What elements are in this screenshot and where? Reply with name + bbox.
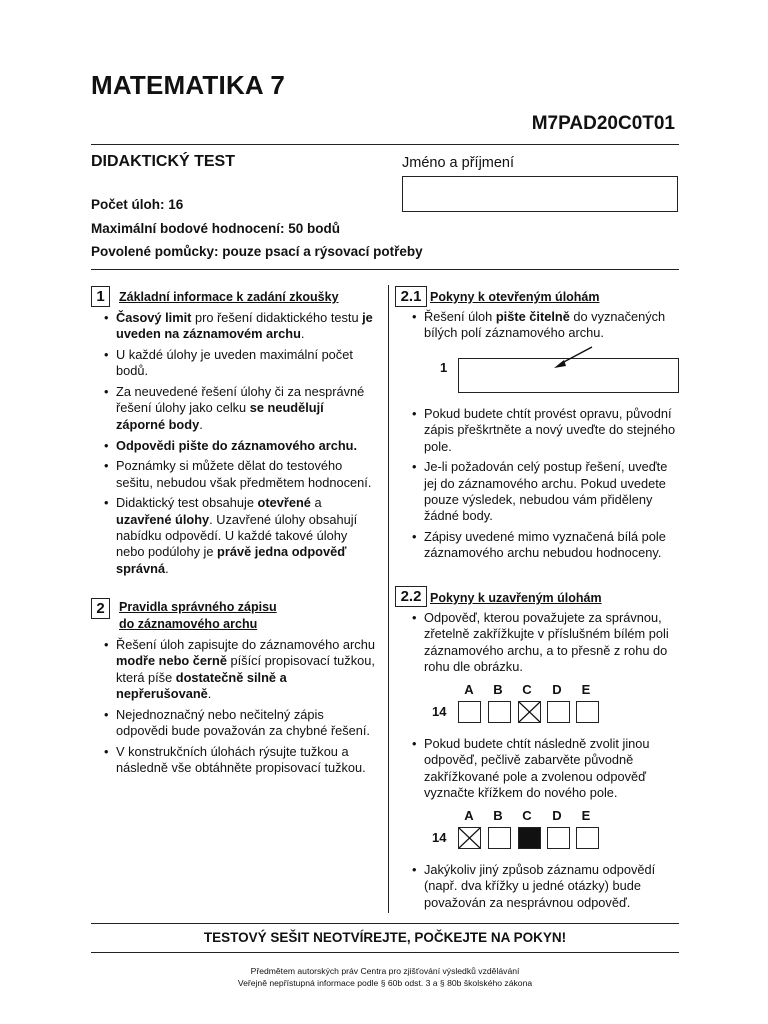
- text-segment: Odpověď, kterou považujete za správnou, zřetelně zakřížkujte v příslušném bílém poli záznamového archu, a to přesně z rohu do rohu dle obrázku.: [424, 610, 669, 674]
- section-2-1-list: [412, 406, 680, 566]
- legal-note: Veřejně nepřístupná informace podle § 60b odst. 3 a § 80b školského zákona: [237, 978, 533, 988]
- copyright-note: Předmětem autorských práv Centra pro zjišťování výsledků vzdělávání: [250, 966, 520, 976]
- section-2-list: [104, 637, 376, 781]
- allowed-tools: Povolené pomůcky: pouze psací a rýsovací potřeby: [91, 244, 423, 259]
- option-c-label: C: [522, 808, 532, 823]
- divider: [91, 952, 679, 953]
- name-label: Jméno a příjmení: [402, 155, 515, 171]
- divider: [91, 269, 679, 270]
- answer-cell-a-crossed: [458, 827, 481, 849]
- text-segment: do vyznačených bílých polí záznamového archu.: [424, 309, 666, 341]
- emphasis-text: uzavřené úlohy: [116, 511, 210, 527]
- list-item: [104, 347, 376, 380]
- text-segment: Zápisy uvedené mimo vyznačená bílá pole záznamového archu nebudou hodnoceny.: [424, 529, 666, 561]
- text-segment: Je-li požadován celý postup řešení, uveďte jej do záznamového archu. Pokud uvedete pouze výsledek, nebudou vám přiděleny žádné body.: [424, 459, 668, 524]
- test-code: M7PAD20C0T01: [531, 113, 675, 134]
- list-item: [412, 610, 680, 675]
- name-field[interactable]: [402, 176, 678, 212]
- option-b-label: B: [493, 682, 503, 697]
- section-2-title-line2: do záznamového archu: [119, 617, 258, 631]
- list-item: [104, 707, 376, 740]
- arrow-icon: [548, 344, 596, 372]
- text-segment: . Uzavřené úlohy obsahují nabídku odpovědí. U každé takové úlohy nebo podúlohy je: [116, 511, 358, 560]
- section-1-number: 1: [91, 286, 110, 307]
- text-segment: Poznámky si můžete dělat do testového sešitu, nebudou však předmětem hodnocení.: [116, 458, 372, 490]
- text-segment: Za neuvedené řešení úlohy či za nesprávné řešení úlohy jako celku: [116, 384, 365, 416]
- text-segment: V konstrukčních úlohách rýsujte tužkou a následně vše obtáhněte propisovací tužkou.: [116, 743, 366, 776]
- text-segment: Pokud budete chtít provést opravu, původní zápis přeškrtněte a nový uveďte do stejného pole.: [424, 406, 676, 454]
- answer-cell-c-filled: [518, 827, 541, 849]
- list-item: [412, 406, 680, 455]
- example-closed-number: 14: [432, 704, 447, 719]
- list-item: [104, 458, 376, 491]
- page-title: MATEMATIKA 7: [91, 70, 286, 100]
- section-1-title: Základní informace k zadání zkoušky: [119, 290, 339, 304]
- option-e-label: E: [581, 682, 591, 697]
- cross-icon: [459, 828, 480, 848]
- example-open-number: 1: [440, 360, 448, 375]
- text-segment: Jakýkoliv jiný způsob záznamu odpovědí (např. dva křížky u jedné otázky) bude považován za nesprávnou odpověď.: [424, 862, 656, 910]
- text-segment: Řešení úloh zapisujte do záznamového archu: [116, 637, 375, 652]
- option-d-label: D: [552, 682, 562, 697]
- section-2-2-second: [412, 736, 680, 806]
- text-segment: .: [207, 685, 212, 701]
- list-item: [104, 495, 376, 576]
- section-1-list: [104, 310, 376, 581]
- text-segment: U každé úlohy je uveden maximální počet bodů.: [116, 347, 353, 379]
- footer-warning: TESTOVÝ SEŠIT NEOTVÍREJTE, POČKEJTE NA POKYN!: [203, 930, 567, 945]
- text-segment: .: [199, 416, 203, 432]
- emphasis-text: se neudělují záporné body: [116, 400, 324, 432]
- section-2-2-third: [412, 862, 680, 915]
- list-item: [104, 384, 376, 433]
- section-2-2-first: [412, 610, 680, 680]
- section-2-number: 2: [91, 598, 110, 619]
- options-row-2: [458, 808, 598, 826]
- section-2-2-number: 2.2: [395, 586, 427, 607]
- text-segment: Didaktický test obsahuje: [116, 495, 258, 511]
- list-item: [412, 459, 680, 524]
- list-item: [104, 744, 376, 777]
- list-item: [104, 637, 376, 702]
- answer-cell-e: [576, 827, 599, 849]
- max-points: Maximální bodové hodnocení: 50 bodů: [91, 221, 341, 236]
- section-2-1-title: Pokyny k otevřeným úlohám: [430, 290, 600, 304]
- answer-cell-c-crossed: [518, 701, 541, 723]
- text-segment: pro řešení didaktického testu: [191, 310, 363, 325]
- option-c-label: C: [522, 682, 532, 697]
- answer-cell-b: [488, 827, 511, 849]
- column-divider: [388, 285, 389, 913]
- emphasis-text: otevřené: [257, 495, 311, 511]
- text-segment: .: [165, 560, 169, 576]
- list-item: [412, 862, 680, 911]
- option-a-label: A: [464, 808, 474, 823]
- example-closed-number: 14: [432, 830, 447, 845]
- text-segment: .: [300, 326, 305, 342]
- answer-cell-b: [488, 701, 511, 723]
- list-item: [104, 438, 376, 454]
- divider: [91, 923, 679, 924]
- text-segment: a: [310, 495, 322, 511]
- option-e-label: E: [581, 808, 591, 823]
- section-2-title-line1: Pravidla správného zápisu: [119, 600, 277, 614]
- test-subtitle: DIDAKTICKÝ TEST: [91, 153, 235, 170]
- cross-icon: [519, 702, 540, 722]
- section-2-2-title: Pokyny k uzavřeným úlohám: [430, 591, 602, 605]
- section-2-1-first: [412, 309, 680, 346]
- answer-cell-d: [547, 701, 570, 723]
- emphasis-text: Časový limit: [116, 310, 192, 325]
- task-count: Počet úloh: 16: [91, 197, 184, 212]
- text-segment: Nejednoznačný nebo nečitelný zápis odpovědi bude považován za chybné řešení.: [116, 706, 370, 738]
- emphasis-text: Odpovědi pište do záznamového archu.: [116, 437, 358, 453]
- divider: [91, 144, 679, 145]
- options-row-1: [458, 682, 598, 700]
- emphasis-text: právě jedna odpověď správná: [116, 544, 347, 576]
- answer-cell-e: [576, 701, 599, 723]
- answer-cell-d: [547, 827, 570, 849]
- text-segment: Pokud budete chtít následně zvolit jinou odpověď, pečlivě zabarvěte původně zakřížkované pole a zvolenou odpověď vyznačte křížkem do nového pole.: [424, 736, 650, 800]
- list-item: [412, 736, 680, 801]
- emphasis-text: dostatečně silně a nepřerušovaně: [116, 669, 287, 701]
- option-d-label: D: [552, 808, 562, 823]
- option-b-label: B: [493, 808, 503, 823]
- list-item: [412, 529, 680, 562]
- list-item: [412, 309, 680, 342]
- answer-cell-a: [458, 701, 481, 723]
- text-segment: píšící propisovací tužkou, která píše: [116, 653, 375, 685]
- emphasis-text: pište čitelně: [495, 309, 570, 324]
- emphasis-text: modře nebo černě: [116, 653, 227, 669]
- list-item: [104, 310, 376, 343]
- text-segment: Řešení úloh: [424, 309, 496, 324]
- option-a-label: A: [464, 682, 474, 697]
- emphasis-text: je uveden na záznamovém archu: [116, 310, 373, 342]
- section-2-1-number: 2.1: [395, 286, 427, 307]
